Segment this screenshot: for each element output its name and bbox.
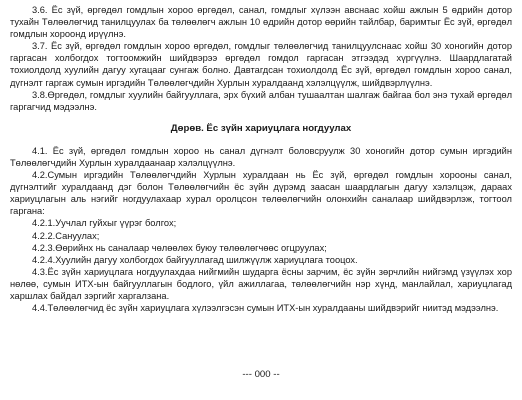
paragraph-4-2: 4.2.Сумын иргэдийн Төлөөлөгчдийн Хурлын хуралдаан нь Ёс зүй, өргөдөл гомдлын хорооны санал, дүгнэлтийг хуралдаанд дэг болон Төлөөлөгчийн ёс зүйн дүрэмд заасан шаардлагын дагуу хэлэлцэж, дараах хариуцлагын аль нэгийг ногдуулахаар хурал оролцсон төлөөлөгчийн олонхийн саналаар шийдвэрлэж, тогтоол гаргана: <box>10 170 512 217</box>
paragraph-3-6: 3.6. Ёс зүй, өргөдөл гомдлын хороо өргөдөл, санал, гомдлыг хүлээн авснаас хойш ажлын 5 өдрийн дотор тухайн Төлөөлөгчид танилцуулах ба төлөөлөгч ажлын 10 өдрийн дотор өөрийн тайлбар, баримтыг Ёс зүй, өргөдөл гомдлын хороонд ирүүлнэ. <box>10 5 512 40</box>
paragraph-4-1: 4.1. Ёс зүй, өргөдөл гомдлын хороо нь санал дүгнэлт боловсруулж 30 хоногийн дотор сумын иргэдийн Төлөөлөгчдийн Хурлын хуралдаанаар хэлэлцүүлнэ. <box>10 145 512 168</box>
list-item-4-2-3: 4.2.3.Өөрийнх нь саналаар чөлөөлөх буюу төлөөлөгчөөс огцруулах; <box>32 242 327 253</box>
paragraph-4-4: 4.4.Төлөөлөгчид ёс зүйн хариуцлага хүлээлгэсэн сумын ИТХ-ын хуралдааны шийдвэрийг ниитэд мэдээлнэ. <box>32 303 499 314</box>
chapter-four-title: Дөрөв. Ёс зүйн хариуцлага ногдуулах <box>170 122 352 134</box>
list-item-4-2-2: 4.2.2.Сануулах; <box>32 230 100 241</box>
end-of-document-mark: --- 000 -- <box>242 369 280 380</box>
list-item-4-2-4: 4.2.4.Хуулийн дагуу холбогдох байгууллагад шилжүүлж хариуцлага тооцох. <box>32 254 358 265</box>
paragraph-3-8: 3.8.Өргөдөл, гомдлыг хуулийн байгууллага, эрх бүхий албан тушаалтан шалгаж байгаа бол энэ тухай өргөдөл гаргагчид мэдээлнэ. <box>10 89 512 112</box>
paragraph-3-7: 3.7. Ёс зүй, өргөдөл гомдлын хороо өргөдөл, гомдлыг төлөөлөгчид танилцуулснаас хойш 30 хоногийн дотор гаргасан холбогдох тогтоомжийн шийдвэрээ өргөдөл гомдол гаргасан этгээдэд хүргүүлнэ. Шаардлагатай тохиолдолд хуулийн дагуу хугацааг сунгаж болно. Давтагдсан тохиолдолд Ёс зүй, өргөдөл гомдлын хороо санал, дүгнэлт гаргаж сумын иргэдийн Төлөөлөгчдийн Хурлын хуралдаанд хэлэлцүүлж, шийдвэрлүүлнэ. <box>10 41 512 88</box>
list-item-4-2-1: 4.2.1.Уучлал гуйхыг үүрэг болгох; <box>32 218 177 229</box>
paragraph-4-3: 4.3.Ёс зүйн хариуцлага ногдуулахдаа нийгмийн шударга ёсны зарчим, ёс зүйн зөрчлийн нийгэмд үзүүлэх хор нөлөө, сумын ИТХ-ын байгууллагын бодлого, үйл ажиллагаа, төлөөлөгчийн нэр хүнд, манлайлал, хариуцлагад харшлах байдал зэргийг харгалзана. <box>10 266 512 301</box>
